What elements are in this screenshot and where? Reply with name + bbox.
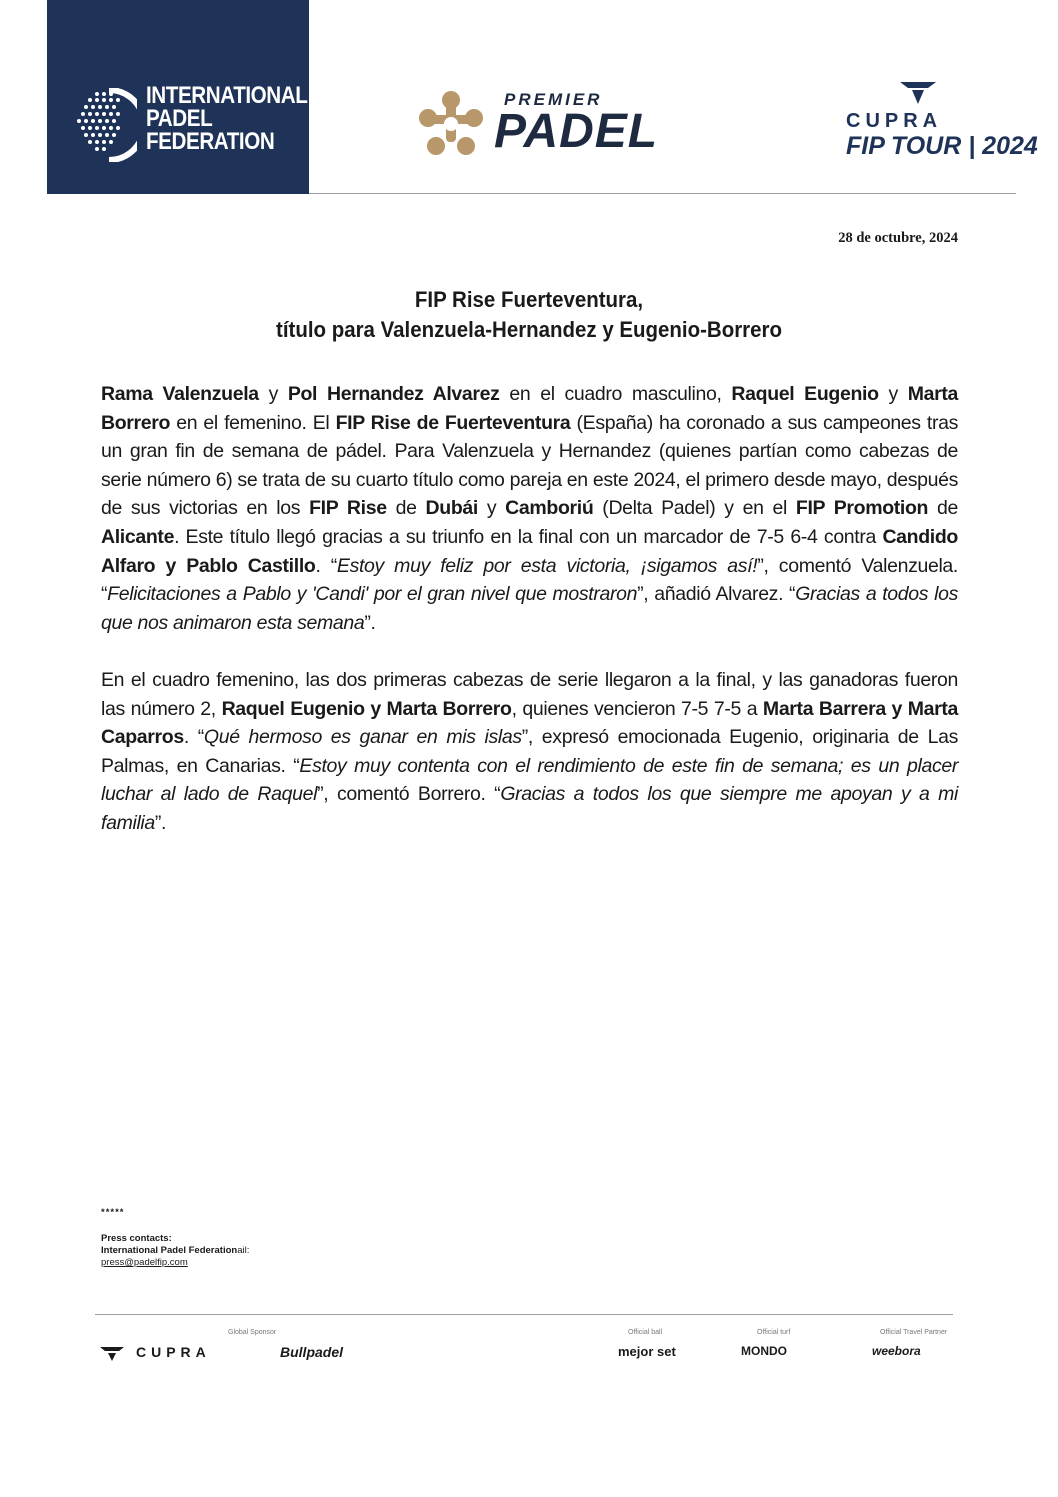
footer-bullpadel-logo: Bullpadel <box>280 1344 344 1360</box>
p1-run: ”, añadió Alvarez. “ <box>637 583 796 606</box>
press-email-link[interactable]: press@padelfip.com <box>101 1257 188 1268</box>
p1-run: en el cuadro masculino, <box>499 383 732 405</box>
footer-divider <box>95 1314 953 1315</box>
p1-run: (España) ha coronado a sus campeones tras un gran fin de semana de pádel. Para Valenzuela y Hernandez (quienes partían como cabezas de serie número 6) se trata de su cuarto título como pareja en este 2024, el primero desde mayo, después de sus victorias en los <box>101 411 958 520</box>
ipf-logo-block <box>47 0 309 194</box>
caption-official-travel: Official Travel Partner <box>880 1329 948 1336</box>
ipf-line-1: INTERNATIONAL <box>146 82 308 109</box>
p1-run: (Delta Padel) y en el <box>593 497 796 520</box>
p1-run: Dubái <box>425 497 478 520</box>
paragraph-women <box>101 666 958 838</box>
p1-run: ”. <box>364 611 376 634</box>
p2-run: En el cuadro femenino, las dos primeras cabezas de serie llegaron a la final, y las ganadoras fueron las número 2, <box>101 669 958 720</box>
p1-run: . Este título llegó gracias a su triunfo en la final con un marcador de 7-5 6-4 contra <box>174 525 883 548</box>
title-line-1: FIP Rise Fuerteventura, <box>414 287 644 312</box>
release-date: 28 de octubre, 2024 <box>838 230 958 246</box>
p1-run: de <box>386 497 426 520</box>
ipf-wordmark <box>146 84 307 153</box>
paragraph-men <box>101 380 958 637</box>
cupra-emblem-icon <box>898 80 938 106</box>
cupra-word: CUPRA <box>846 110 943 132</box>
caption-official-ball: Official ball <box>628 1329 663 1336</box>
p1-run: . “ <box>315 554 337 577</box>
premier-padel-logo <box>416 88 716 163</box>
footer-mondo-logo: MONDO <box>741 1344 787 1358</box>
p1-run: y <box>477 497 506 520</box>
p2-run: Marta Barrera y Marta Caparros <box>101 697 958 749</box>
padel-word: PADEL <box>494 105 659 158</box>
p1-run: FIP Rise <box>309 497 387 520</box>
p1-run: Raquel Eugenio <box>731 383 879 405</box>
footer-cupra-logo: CUPRA <box>136 1344 211 1360</box>
p2-run: . “ <box>183 726 204 749</box>
separator-stars: ***** <box>101 1207 125 1218</box>
press-contacts <box>101 1233 249 1269</box>
press-contacts-label: Press contacts: <box>101 1233 172 1244</box>
p1-run: y <box>258 383 288 405</box>
p2-run: ”, comentó Borrero. “ <box>317 783 501 806</box>
footer-weebora-logo: weebora <box>872 1344 921 1358</box>
press-title <box>100 285 958 345</box>
p1-run: ”, comentó Valenzuela. “ <box>101 554 958 606</box>
press-contacts-org: International Padel Federation <box>101 1245 238 1256</box>
fip-tour-2024: FIP TOUR | 2024 <box>846 132 1038 160</box>
p1-run: Alicante <box>101 525 175 548</box>
p1-run: Candido Alfaro y Pablo Castillo <box>101 525 958 577</box>
ipf-line-3: FEDERATION <box>146 128 275 155</box>
press-contacts-org-tail: ail: <box>237 1245 250 1256</box>
p1-run: FIP Promotion <box>795 497 929 520</box>
p1-run: Estoy muy feliz por esta victoria, ¡sigamos así! <box>336 554 758 577</box>
p1-run: Camboriú <box>505 497 594 520</box>
p1-run: FIP Rise de Fuerteventura <box>335 411 571 434</box>
cupra-fip-tour-logo <box>840 80 1038 170</box>
title-line-2: título para Valenzuela-Hernandez y Eugenio-Borrero <box>276 317 782 342</box>
ipf-ball-icon <box>75 88 137 162</box>
caption-global-sponsor: Global Sponsor <box>228 1329 277 1336</box>
p1-run: Marta Borrero <box>101 383 958 434</box>
caption-official-turf: Official turf <box>757 1329 791 1336</box>
p2-run: ”, expresó emocionada Eugenio, originaria de Las Palmas, en Canarias. “ <box>101 726 958 777</box>
p1-run: Gracias a todos los que nos animaron esta semana <box>101 583 958 634</box>
cupra-footer-emblem-icon <box>99 1346 125 1362</box>
p2-run: , quienes vencieron 7-5 7-5 a <box>511 697 763 720</box>
p1-run: en el femenino. El <box>170 411 336 434</box>
header-divider <box>309 193 1016 194</box>
p2-run: Qué hermoso es ganar en mis islas <box>203 726 522 749</box>
p1-run: Pol Hernandez Alvarez <box>287 383 500 405</box>
p2-run: Estoy muy contenta con el rendimiento de este fin de semana; es un placer luchar al lado de Raquel <box>101 754 958 806</box>
premier-padel-flower-icon <box>416 88 486 160</box>
premier-word: PREMIER <box>504 90 603 109</box>
p1-run: de <box>928 497 958 520</box>
p1-run: y <box>878 383 908 405</box>
p2-run: Raquel Eugenio y Marta Borrero <box>221 697 512 720</box>
ipf-line-2: PADEL <box>146 105 213 132</box>
p2-run: ”. <box>154 811 167 834</box>
p1-run: Felicitaciones a Pablo y 'Candi' por el gran nivel que mostraron <box>107 583 638 606</box>
p1-run: Rama Valenzuela <box>101 383 259 405</box>
footer-mejorset-logo: mejor set <box>618 1344 676 1359</box>
p2-run: Gracias a todos los que siempre me apoyan y a mi familia <box>101 783 958 834</box>
